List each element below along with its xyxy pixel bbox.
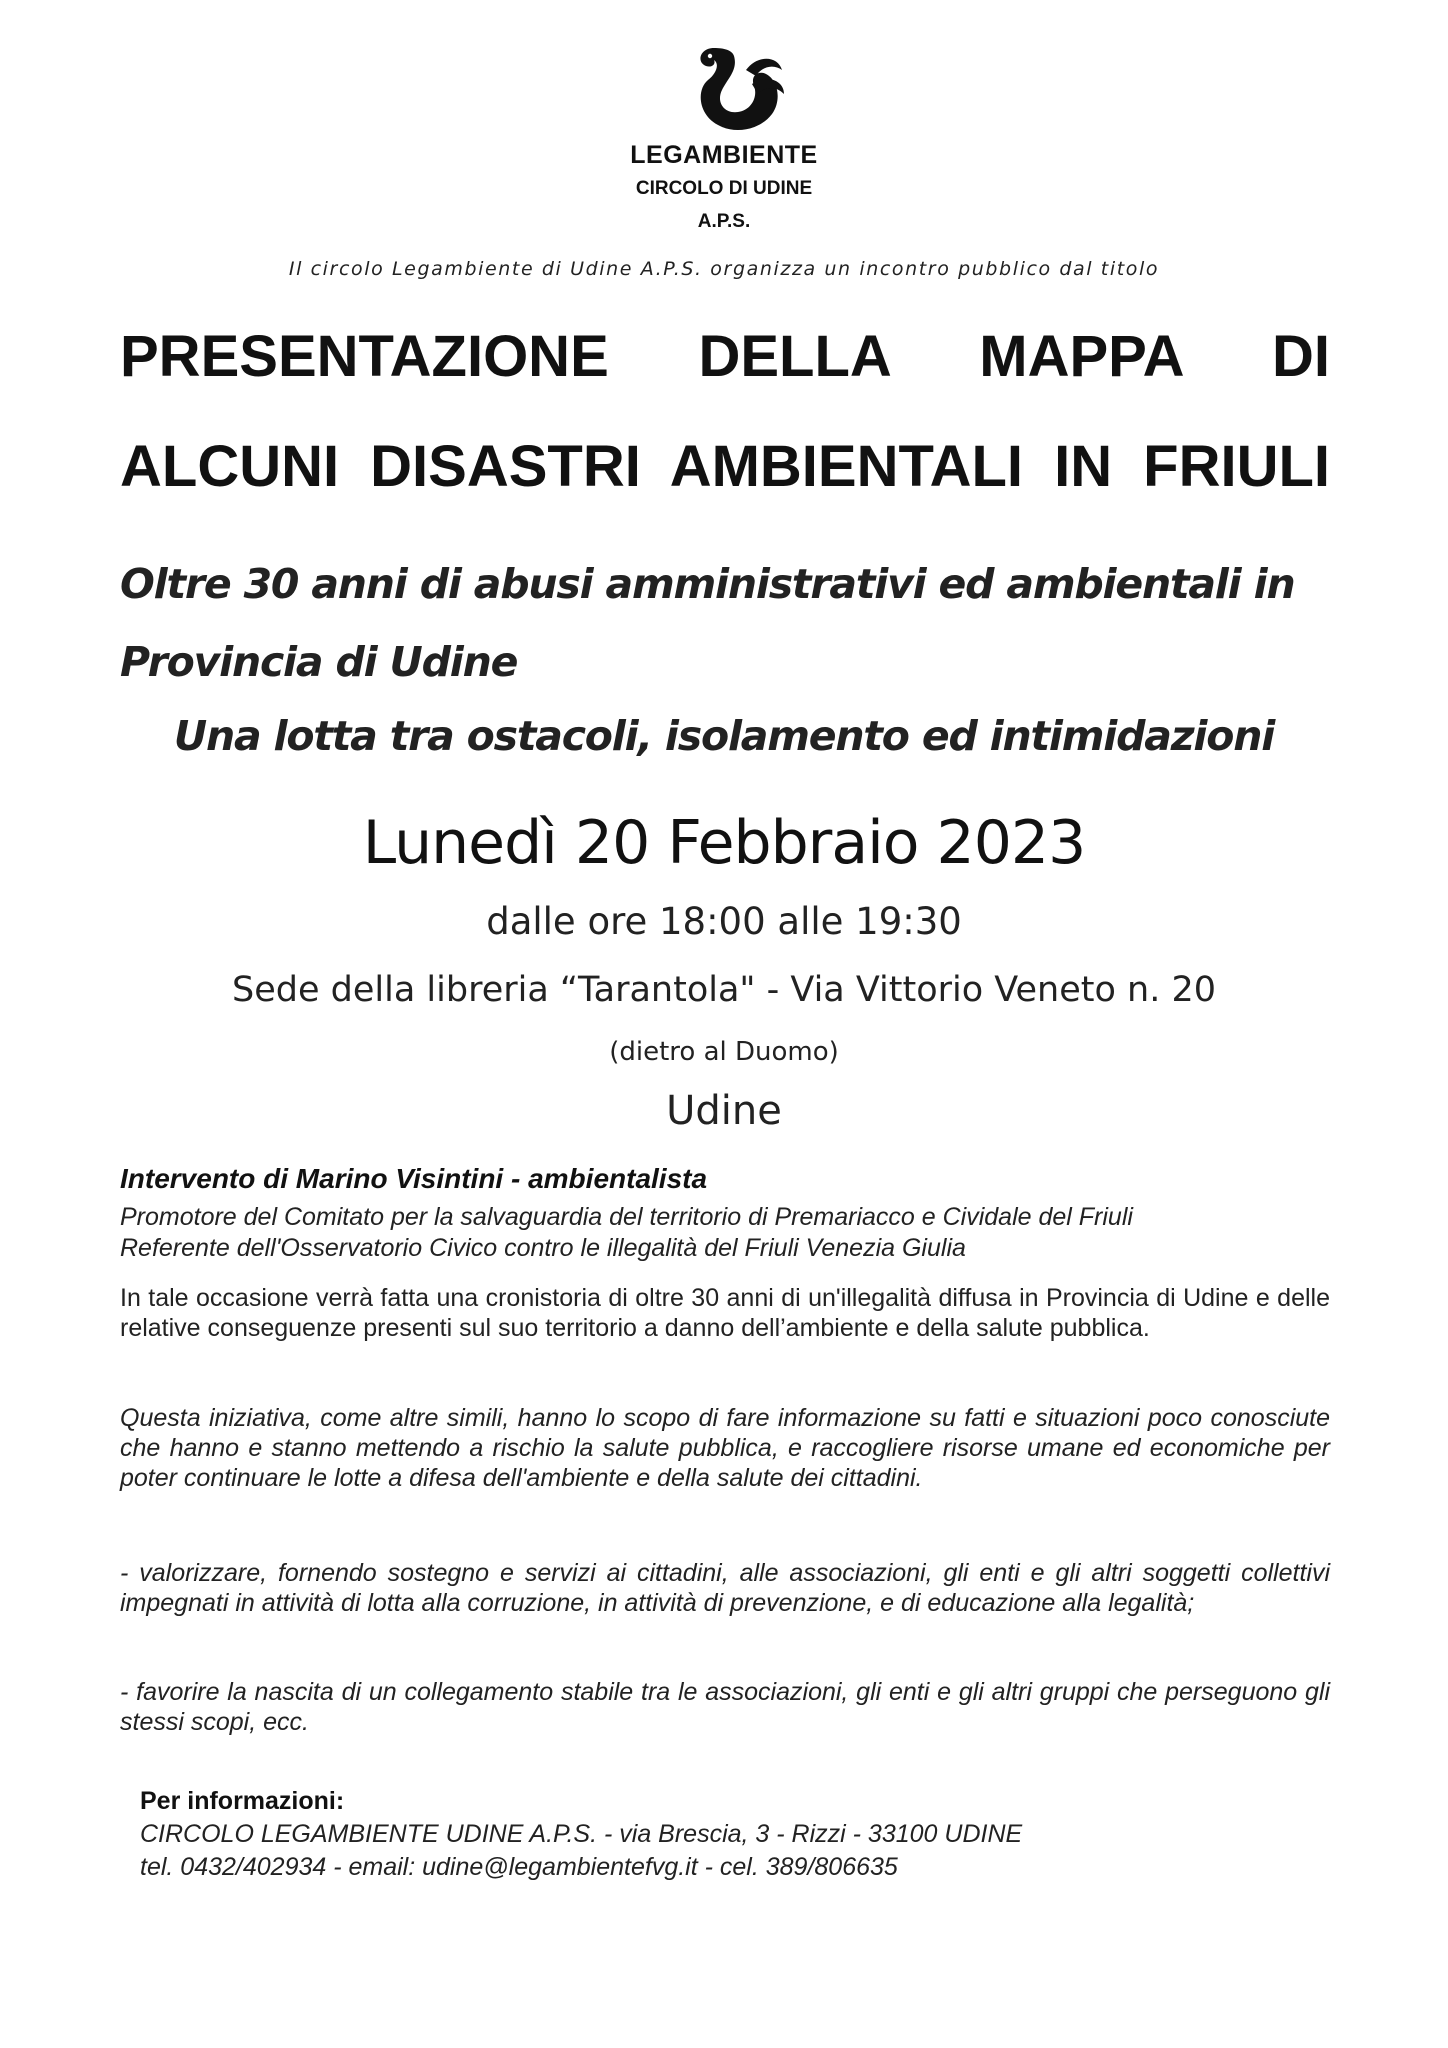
contact-address: CIRCOLO LEGAMBIENTE UDINE A.P.S. - via Brescia, 3 - Rizzi - 33100 UDINE (140, 1820, 1023, 1848)
event-subtitle-1: Oltre 30 anni di abusi amministrativi ed ambientali in Provincia di Udine (120, 560, 1295, 686)
paragraph-goal-2: - favorire la nascita di un collegamento stabile tra le associazioni, gli enti e gli altri gruppi che perseguono gli stessi scopi, ecc. (120, 1678, 1330, 1736)
event-title-line-1: PRESENTAZIONE DELLA MAPPA DI (120, 324, 1330, 389)
paragraph-chronicle: In tale occasione verrà fatta una cronistoria di oltre 30 anni di un'illegalità diffusa in Provincia di Udine e delle relative conseguenze presenti sul suo territorio a danno dell’ambiente e della salute pubblica. (120, 1284, 1330, 1342)
contact-phone-email: tel. 0432/402934 - email: udine@legambientefvg.it - cel. 389/806635 (140, 1853, 898, 1881)
swan-logo-icon (686, 40, 788, 140)
event-city: Udine (666, 1088, 782, 1134)
org-subtitle: CIRCOLO DI UDINE (635, 178, 813, 199)
venue-note: (dietro al Duomo) (609, 1037, 839, 1067)
event-subtitle-2: Una lotta tra ostacoli, isolamento ed intimidazioni (173, 712, 1275, 760)
org-aps: A.P.S. (697, 211, 751, 232)
event-venue: Sede della libreria “Tarantola" - Via Vittorio Veneto n. 20 (232, 970, 1216, 1010)
event-title-line-2: ALCUNI DISASTRI AMBIENTALI IN FRIULI (120, 434, 1330, 499)
paragraph-initiative: Questa iniziativa, come altre simili, hanno lo scopo di fare informazione su fatti e situazioni poco conosciute che hanno e stanno mettendo a rischio la salute pubblica, e raccogliere risorse umane ed economiche per poter continuare le lotte a difesa dell'ambiente e della salute dei cittadini. (120, 1404, 1330, 1492)
contact-heading: Per informazioni: (140, 1787, 345, 1815)
speaker-heading: Intervento di Marino Visintini - ambientalista (120, 1163, 708, 1194)
event-time: dalle ore 18:00 alle 19:30 (486, 900, 962, 943)
paragraph-goal-1: - valorizzare, fornendo sostegno e servizi ai cittadini, alle associazioni, gli enti e gli altri soggetti collettivi impegnati in attività di lotta alla corruzione, in attività di prevenzione, e di educazione alla legalità; (120, 1559, 1330, 1617)
speaker-role-1: Promotore del Comitato per la salvaguardia del territorio di Premariacco e Cividale del Friuli (120, 1203, 1133, 1231)
event-date: Lunedì 20 Febbraio 2023 (362, 808, 1086, 878)
org-name: LEGAMBIENTE (630, 141, 818, 169)
intro-text: Il circolo Legambiente di Udine A.P.S. organizza un incontro pubblico dal titolo (288, 258, 1160, 280)
speaker-role-2: Referente dell'Osservatorio Civico contro le illegalità del Friuli Venezia Giulia (120, 1234, 966, 1262)
